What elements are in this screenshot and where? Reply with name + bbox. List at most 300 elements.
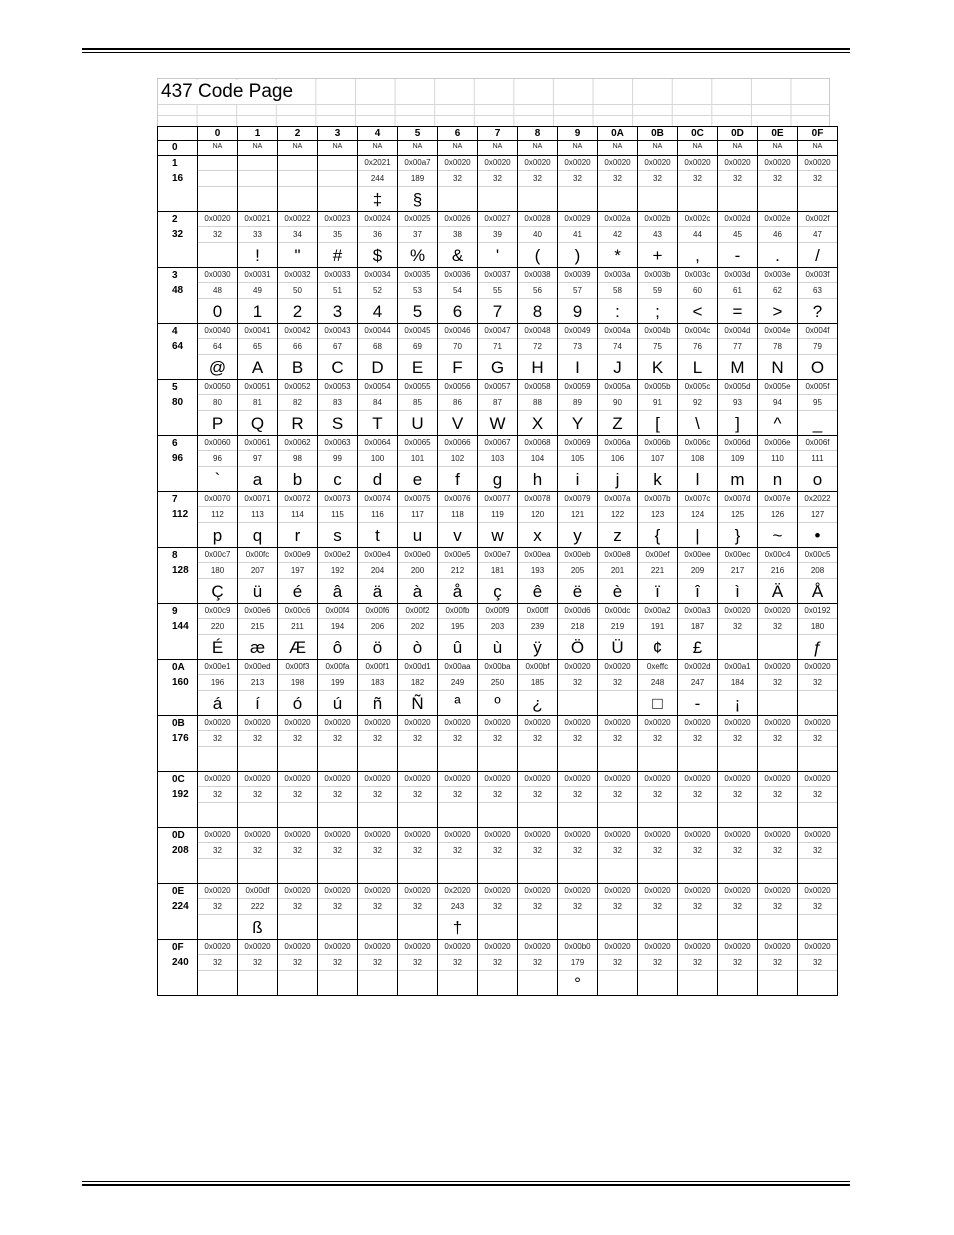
row-hex-label: 8 — [172, 550, 178, 561]
decimal-value: 109 — [718, 451, 757, 467]
character-glyph — [638, 747, 677, 771]
character-glyph: é — [292, 582, 303, 601]
char-cell — [278, 156, 318, 212]
decimal-value: 32 — [678, 899, 717, 915]
decimal-value: 32 — [358, 731, 397, 747]
unicode-code: 0x0020 — [518, 884, 557, 899]
character-glyph: ú — [332, 694, 343, 713]
unicode-code: 0x0020 — [358, 772, 397, 787]
decimal-value: 249 — [438, 675, 477, 691]
character-glyph: â — [332, 582, 343, 601]
unicode-code: 0x004e — [758, 324, 797, 339]
decimal-value: 32 — [438, 171, 477, 187]
row-header — [158, 268, 198, 324]
decimal-value: 77 — [718, 339, 757, 355]
char-cell — [558, 380, 598, 436]
unicode-code: 0x0020 — [318, 940, 357, 955]
unicode-code: 0x0020 — [598, 716, 637, 731]
unicode-code: 0x0020 — [198, 772, 237, 787]
character-glyph — [678, 747, 717, 771]
decimal-value: 96 — [198, 451, 237, 467]
row-dec-label: 112 — [172, 509, 189, 520]
char-cell — [798, 380, 838, 436]
char-cell — [678, 380, 718, 436]
character-glyph — [438, 747, 477, 771]
character-glyph — [718, 859, 757, 883]
unicode-code: 0x00ed — [238, 660, 277, 675]
char-cell — [678, 156, 718, 212]
decimal-value: 32 — [678, 731, 717, 747]
decimal-value: 32 — [438, 787, 477, 803]
decimal-value: 32 — [798, 843, 837, 859]
char-cell — [238, 716, 278, 772]
na-cell — [558, 141, 598, 156]
decimal-value: 36 — [358, 227, 397, 243]
decimal-value: 32 — [478, 899, 517, 915]
character-glyph: W — [489, 414, 506, 433]
char-cell — [438, 604, 478, 660]
decimal-value: 32 — [798, 675, 837, 691]
unicode-code: 0x0020 — [358, 716, 397, 731]
unicode-code: 0x00f1 — [358, 660, 397, 675]
unicode-code: 0x00c6 — [278, 604, 317, 619]
character-glyph — [318, 747, 357, 771]
unicode-code: 0x2021 — [358, 156, 397, 171]
unicode-code: 0x004a — [598, 324, 637, 339]
unicode-code: 0x0020 — [678, 156, 717, 171]
char-cell — [598, 380, 638, 436]
char-cell — [478, 156, 518, 212]
decimal-value: 32 — [718, 899, 757, 915]
char-cell — [478, 548, 518, 604]
char-cell — [478, 940, 518, 996]
char-cell — [238, 268, 278, 324]
unicode-code: 0x0020 — [398, 716, 437, 731]
decimal-value: 221 — [638, 563, 677, 579]
char-cell — [398, 604, 438, 660]
code-page-table — [157, 126, 838, 996]
char-cell — [798, 884, 838, 940]
unicode-code: 0x00ff — [518, 604, 557, 619]
decimal-value: 32 — [678, 955, 717, 971]
char-cell — [278, 380, 318, 436]
decimal-value: 105 — [558, 451, 597, 467]
character-glyph — [278, 971, 317, 995]
unicode-code: 0x00ef — [638, 548, 677, 563]
decimal-value: 32 — [238, 787, 277, 803]
decimal-value: 32 — [278, 843, 317, 859]
char-cell — [238, 884, 278, 940]
decimal-value: 44 — [678, 227, 717, 243]
char-cell — [598, 492, 638, 548]
character-glyph — [518, 971, 557, 995]
decimal-value: 99 — [318, 451, 357, 467]
char-cell — [758, 268, 798, 324]
unicode-code: 0x0055 — [398, 380, 437, 395]
decimal-value: 74 — [598, 339, 637, 355]
char-cell — [798, 212, 838, 268]
unicode-code: 0x0071 — [238, 492, 277, 507]
decimal-value: 93 — [718, 395, 757, 411]
character-glyph: G — [490, 358, 505, 377]
char-cell — [558, 884, 598, 940]
char-cell — [438, 324, 478, 380]
char-cell — [758, 604, 798, 660]
char-cell — [758, 380, 798, 436]
column-header: 1 — [238, 127, 278, 141]
char-cell — [198, 604, 238, 660]
table-row — [158, 268, 838, 324]
unicode-code: 0x0020 — [718, 772, 757, 787]
character-glyph: # — [332, 246, 343, 265]
unicode-code: 0x002f — [798, 212, 837, 227]
char-cell — [478, 436, 518, 492]
row-header — [158, 548, 198, 604]
unicode-code: 0x0020 — [198, 212, 237, 227]
char-cell — [318, 716, 358, 772]
character-glyph — [678, 803, 717, 827]
row-hex-label: 0A — [172, 662, 185, 673]
char-cell — [438, 548, 478, 604]
character-glyph: ï — [655, 582, 660, 601]
decimal-value: 32 — [398, 899, 437, 915]
unicode-code: 0x00ec — [718, 548, 757, 563]
decimal-value: 114 — [278, 507, 317, 523]
char-cell — [518, 268, 558, 324]
character-glyph — [198, 859, 237, 883]
character-glyph — [398, 859, 437, 883]
unicode-code: 0x0192 — [798, 604, 837, 619]
decimal-value: 239 — [518, 619, 557, 635]
unicode-code: 0x0020 — [398, 828, 437, 843]
character-glyph: ° — [574, 974, 581, 993]
unicode-code: 0x0066 — [438, 436, 477, 451]
char-cell — [558, 268, 598, 324]
char-cell — [758, 436, 798, 492]
na-label: NA — [212, 143, 223, 150]
decimal-value: 195 — [438, 619, 477, 635]
decimal-value: 201 — [598, 563, 637, 579]
char-cell — [198, 548, 238, 604]
unicode-code — [198, 156, 237, 171]
na-cell — [598, 141, 638, 156]
decimal-value: 212 — [438, 563, 477, 579]
row-dec-label: 128 — [172, 565, 189, 576]
row-hex-label: 0E — [172, 886, 185, 897]
unicode-code: 0x0032 — [278, 268, 317, 283]
character-glyph — [798, 971, 837, 995]
character-glyph: 5 — [412, 302, 423, 321]
character-glyph — [798, 187, 837, 211]
row-hex-label: 3 — [172, 270, 178, 281]
decimal-value: 204 — [358, 563, 397, 579]
decimal-value: 32 — [638, 955, 677, 971]
decimal-value: 32 — [478, 843, 517, 859]
unicode-code: 0x0063 — [318, 436, 357, 451]
character-glyph: • — [814, 526, 821, 545]
unicode-code: 0x007e — [758, 492, 797, 507]
unicode-code: 0x0045 — [398, 324, 437, 339]
unicode-code: 0x004f — [798, 324, 837, 339]
char-cell — [358, 380, 398, 436]
decimal-value: 73 — [558, 339, 597, 355]
unicode-code: 0x0030 — [198, 268, 237, 283]
decimal-value: 55 — [478, 283, 517, 299]
character-glyph: ' — [495, 246, 500, 265]
decimal-value: 32 — [638, 731, 677, 747]
unicode-code: 0x006a — [598, 436, 637, 451]
character-glyph: 0 — [212, 302, 223, 321]
character-glyph: É — [211, 638, 224, 657]
row-hex-label: 0F — [172, 942, 184, 953]
decimal-value: 243 — [438, 899, 477, 915]
decimal-value: 32 — [198, 731, 237, 747]
char-cell — [358, 828, 398, 884]
unicode-code: 0x0020 — [638, 772, 677, 787]
character-glyph: ù — [492, 638, 503, 657]
na-cell — [478, 141, 518, 156]
decimal-value: 32 — [758, 843, 797, 859]
decimal-value: 32 — [598, 731, 637, 747]
char-cell — [798, 492, 838, 548]
unicode-code: 0x0020 — [398, 772, 437, 787]
char-cell — [518, 884, 558, 940]
unicode-code: 0x0020 — [238, 716, 277, 731]
decimal-value: 94 — [758, 395, 797, 411]
unicode-code: 0x0050 — [198, 380, 237, 395]
corner-cell — [158, 127, 198, 141]
decimal-value: 58 — [598, 283, 637, 299]
decimal-value: 78 — [758, 339, 797, 355]
decimal-value: 32 — [598, 787, 637, 803]
decimal-value: 32 — [478, 955, 517, 971]
char-cell — [598, 884, 638, 940]
na-cell — [758, 141, 798, 156]
char-cell — [198, 156, 238, 212]
decimal-value: 32 — [318, 731, 357, 747]
decimal-value: 32 — [238, 955, 277, 971]
char-cell — [598, 212, 638, 268]
character-glyph — [598, 803, 637, 827]
character-glyph — [438, 803, 477, 827]
char-cell — [598, 828, 638, 884]
unicode-code: 0x0020 — [278, 940, 317, 955]
char-cell — [198, 324, 238, 380]
unicode-code: 0x0054 — [358, 380, 397, 395]
character-glyph: ¡ — [734, 694, 741, 713]
unicode-code: 0x0076 — [438, 492, 477, 507]
char-cell — [598, 604, 638, 660]
character-glyph: Ä — [771, 582, 784, 601]
unicode-code: 0x0028 — [518, 212, 557, 227]
char-cell — [798, 660, 838, 716]
row-dec-label: 32 — [172, 229, 184, 240]
decimal-value: 219 — [598, 619, 637, 635]
table-row — [158, 436, 838, 492]
char-cell — [638, 828, 678, 884]
decimal-value: 72 — [518, 339, 557, 355]
decimal-value: 222 — [238, 899, 277, 915]
unicode-code: 0x0020 — [798, 716, 837, 731]
decimal-value: 79 — [798, 339, 837, 355]
char-cell — [638, 660, 678, 716]
unicode-code: 0x0070 — [198, 492, 237, 507]
char-cell — [198, 940, 238, 996]
char-cell — [758, 884, 798, 940]
character-glyph: ò — [412, 638, 423, 657]
char-cell — [358, 324, 398, 380]
char-cell — [718, 772, 758, 828]
char-cell — [398, 324, 438, 380]
decimal-value: 84 — [358, 395, 397, 411]
character-glyph: L — [692, 358, 703, 377]
unicode-code: 0x0020 — [758, 660, 797, 675]
column-header: 6 — [438, 127, 478, 141]
row-hex-label: 7 — [172, 494, 178, 505]
character-glyph — [198, 243, 237, 267]
decimal-value: 32 — [318, 899, 357, 915]
decimal-value: 32 — [198, 787, 237, 803]
decimal-value: 32 — [438, 731, 477, 747]
char-cell — [358, 884, 398, 940]
decimal-value: 32 — [398, 787, 437, 803]
row-dec-label: 192 — [172, 789, 189, 800]
character-glyph — [278, 187, 317, 211]
row-hex-label: 0D — [172, 830, 185, 841]
char-cell — [518, 660, 558, 716]
unicode-code: 0x0075 — [398, 492, 437, 507]
unicode-code: 0x0020 — [558, 660, 597, 675]
unicode-code: 0x0020 — [598, 772, 637, 787]
decimal-value: 32 — [718, 955, 757, 971]
code-page-sheet — [157, 78, 830, 996]
unicode-code: 0x005d — [718, 380, 757, 395]
character-glyph — [398, 747, 437, 771]
character-glyph — [238, 859, 277, 883]
na-label: NA — [772, 143, 783, 150]
char-cell — [558, 772, 598, 828]
char-cell — [758, 772, 798, 828]
char-cell — [718, 716, 758, 772]
character-glyph: R — [291, 414, 304, 433]
char-cell — [638, 324, 678, 380]
char-cell — [318, 660, 358, 716]
character-glyph: p — [212, 526, 223, 545]
decimal-value: 203 — [478, 619, 517, 635]
character-glyph: £ — [692, 638, 703, 657]
character-glyph — [678, 859, 717, 883]
char-cell — [398, 436, 438, 492]
table-row — [158, 380, 838, 436]
unicode-code: 0x005a — [598, 380, 637, 395]
unicode-code: 0x00f4 — [318, 604, 357, 619]
unicode-code: 0x0020 — [798, 156, 837, 171]
decimal-value: 32 — [398, 731, 437, 747]
header-rule — [82, 48, 850, 53]
unicode-code: 0x00ea — [518, 548, 557, 563]
unicode-code: 0x0020 — [598, 884, 637, 899]
char-cell — [598, 436, 638, 492]
char-cell — [198, 772, 238, 828]
char-cell — [198, 212, 238, 268]
character-glyph: o — [812, 470, 823, 489]
decimal-value: 86 — [438, 395, 477, 411]
decimal-value: 187 — [678, 619, 717, 635]
character-glyph — [678, 187, 717, 211]
decimal-value: 32 — [758, 787, 797, 803]
character-glyph: B — [291, 358, 304, 377]
unicode-code: 0x002c — [678, 212, 717, 227]
unicode-code: 0x0020 — [678, 772, 717, 787]
unicode-code: 0x0020 — [758, 716, 797, 731]
character-glyph — [358, 747, 397, 771]
unicode-code: 0x0020 — [678, 828, 717, 843]
char-cell — [638, 380, 678, 436]
unicode-code: 0x00ba — [478, 660, 517, 675]
char-cell — [238, 436, 278, 492]
unicode-code: 0x0048 — [518, 324, 557, 339]
decimal-value: 32 — [758, 171, 797, 187]
decimal-value: 32 — [318, 843, 357, 859]
char-cell — [718, 436, 758, 492]
unicode-code: 0x00d1 — [398, 660, 437, 675]
character-glyph: O — [810, 358, 825, 377]
decimal-value: 184 — [718, 675, 757, 691]
character-glyph: { — [654, 526, 661, 545]
character-glyph — [718, 915, 757, 939]
char-cell — [278, 828, 318, 884]
decimal-value: 70 — [438, 339, 477, 355]
row-dec-label: 208 — [172, 845, 189, 856]
character-glyph: , — [695, 246, 700, 265]
unicode-code: 0x0056 — [438, 380, 477, 395]
row-dec-label: 48 — [172, 285, 184, 296]
unicode-code: 0x003a — [598, 268, 637, 283]
char-cell — [798, 828, 838, 884]
row-dec-label: 224 — [172, 901, 189, 912]
char-cell — [278, 548, 318, 604]
unicode-code: 0x005c — [678, 380, 717, 395]
char-cell — [598, 268, 638, 324]
decimal-value: 32 — [758, 675, 797, 691]
decimal-value: 56 — [518, 283, 557, 299]
character-glyph: á — [212, 694, 223, 713]
character-glyph: > — [772, 302, 783, 321]
decimal-value: 209 — [678, 563, 717, 579]
unicode-code: 0x0020 — [318, 716, 357, 731]
decimal-value: 32 — [478, 787, 517, 803]
decimal-value: 32 — [358, 955, 397, 971]
decimal-value: 32 — [358, 843, 397, 859]
character-glyph: ß — [252, 918, 263, 937]
decimal-value: 62 — [758, 283, 797, 299]
decimal-value: 41 — [558, 227, 597, 243]
char-cell — [318, 380, 358, 436]
unicode-code: 0x0020 — [758, 884, 797, 899]
character-glyph: F — [452, 358, 463, 377]
unicode-code: 0x00d6 — [558, 604, 597, 619]
row-header — [158, 492, 198, 548]
na-cell — [438, 141, 478, 156]
decimal-value: 127 — [798, 507, 837, 523]
character-glyph — [558, 187, 597, 211]
unicode-code — [238, 156, 277, 171]
decimal-value: 198 — [278, 675, 317, 691]
na-label: NA — [812, 143, 823, 150]
unicode-code: 0x00e6 — [238, 604, 277, 619]
char-cell — [678, 268, 718, 324]
char-cell — [798, 940, 838, 996]
